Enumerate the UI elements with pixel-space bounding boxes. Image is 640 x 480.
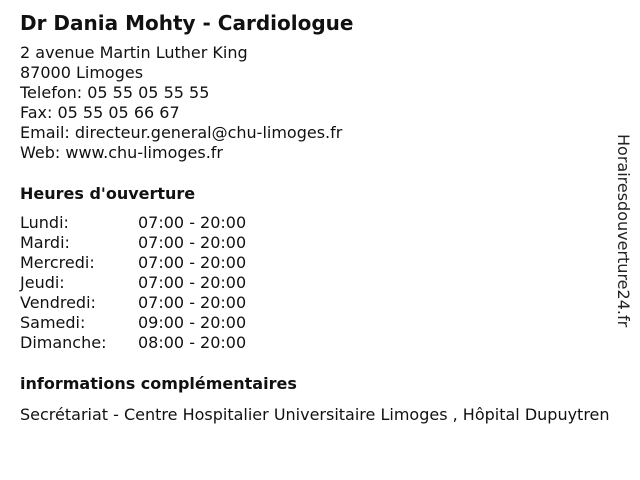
hours-row-saturday <box>20 313 246 333</box>
additional-info-text: Secrétariat - Centre Hospitalier Universitaire Limoges , Hôpital Dupuytren <box>20 405 610 424</box>
hours-time: 08:00 - 20:00 <box>138 333 247 352</box>
address-line-2: 87000 Limoges <box>20 63 144 82</box>
hours-row-tuesday <box>20 233 246 253</box>
hours-time: 07:00 - 20:00 <box>138 213 247 232</box>
fax-line: Fax: 05 55 05 66 67 <box>20 103 180 122</box>
page-title: Dr Dania Mohty - Cardiologue <box>20 11 354 35</box>
additional-info-heading: informations complémentaires <box>20 374 297 393</box>
hours-day: Lundi: <box>20 213 69 232</box>
hours-day: Mardi: <box>20 233 70 252</box>
hours-row-thursday <box>20 273 246 293</box>
hours-time: 07:00 - 20:00 <box>138 233 247 252</box>
email-line: Email: directeur.general@chu-limoges.fr <box>20 123 343 142</box>
address-line-1: 2 avenue Martin Luther King <box>20 43 248 62</box>
hours-time: 07:00 - 20:00 <box>138 273 247 292</box>
hours-time: 09:00 - 20:00 <box>138 313 247 332</box>
hours-row-monday <box>20 213 246 233</box>
contact-block <box>20 43 342 163</box>
hours-time: 07:00 - 20:00 <box>138 253 247 272</box>
hours-time: 07:00 - 20:00 <box>138 293 247 312</box>
opening-hours-heading: Heures d'ouverture <box>20 184 196 203</box>
hours-row-sunday <box>20 333 246 353</box>
hours-day: Jeudi: <box>20 273 65 292</box>
hours-row-wednesday <box>20 253 246 273</box>
hours-day: Samedi: <box>20 313 86 332</box>
web-line: Web: www.chu-limoges.fr <box>20 143 223 162</box>
opening-hours-table <box>20 213 246 353</box>
hours-day: Dimanche: <box>20 333 107 352</box>
site-watermark: Horairesdouverture24.fr <box>614 134 633 328</box>
hours-row-friday <box>20 293 246 313</box>
hours-day: Vendredi: <box>20 293 96 312</box>
hours-day: Mercredi: <box>20 253 95 272</box>
phone-line: Telefon: 05 55 05 55 55 <box>20 83 210 102</box>
